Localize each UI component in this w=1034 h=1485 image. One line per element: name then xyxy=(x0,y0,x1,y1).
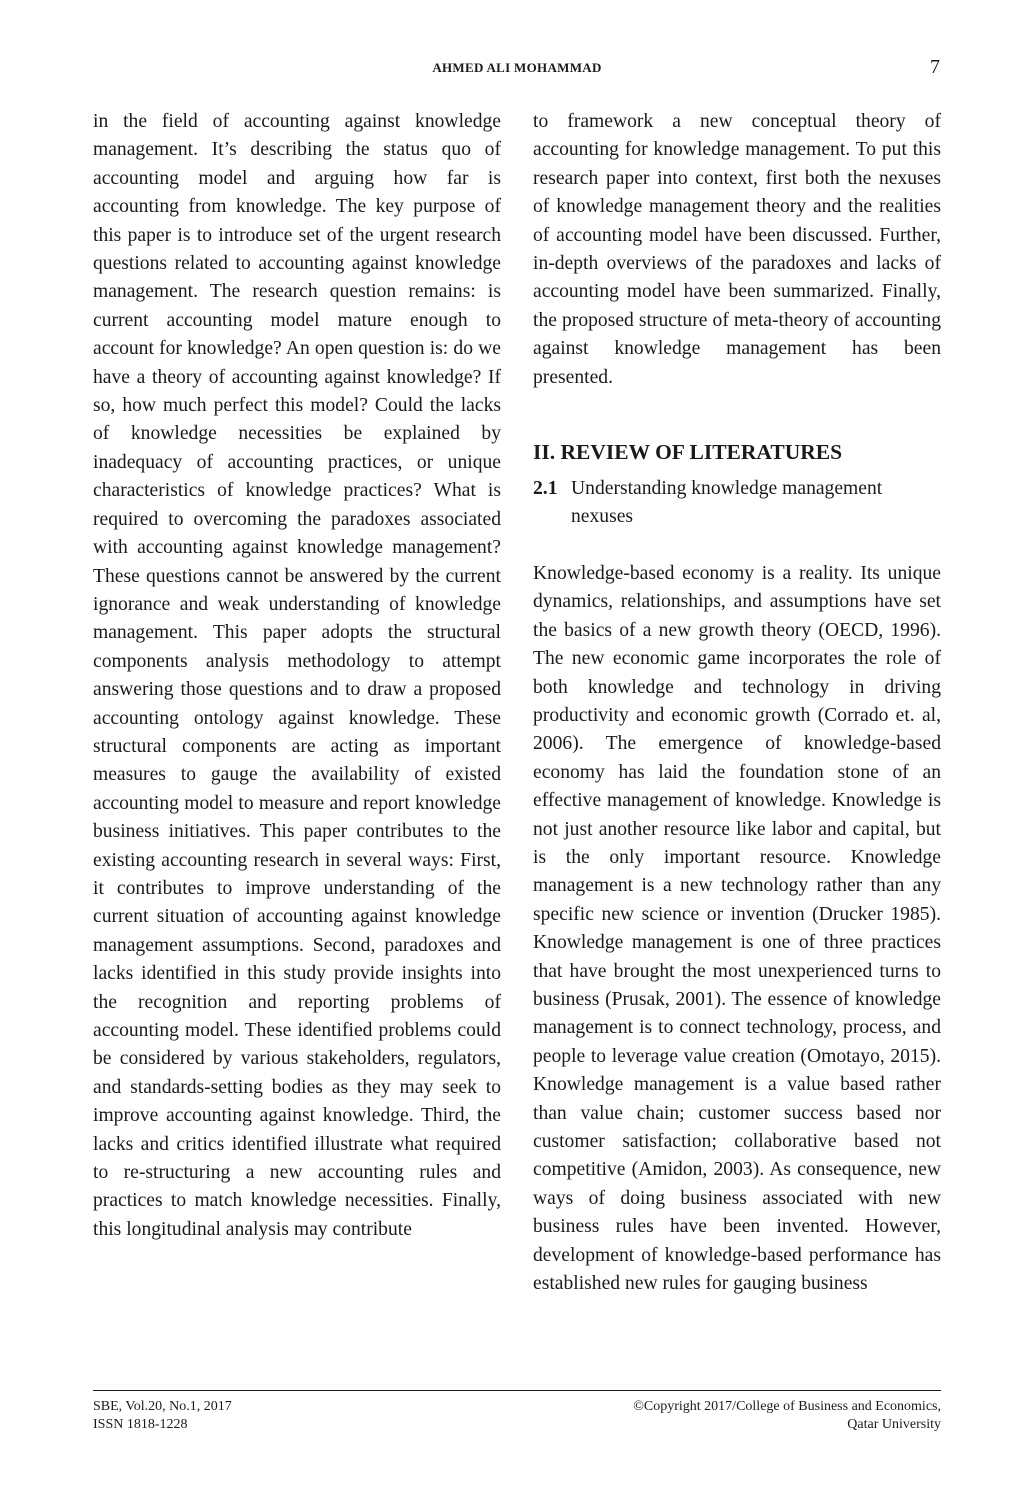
section-heading: II. REVIEW OF LITERATURES xyxy=(533,440,843,465)
footer-divider xyxy=(93,1390,941,1391)
footer-journal-info: SBE, Vol.20, No.1, 2017 xyxy=(93,1399,232,1414)
footer-right xyxy=(633,1398,941,1434)
right-column-paragraph-2: Knowledge-based economy is a reality. Its unique dynamics, relationships, and assumptions have set the basics of a new growth theory (OECD, 1996). The new economic game incorporates the role of both knowledge and technology in driving productivity and economic growth (Corrado et. al, 2006). The emergence of knowledge-based economy has laid the foundation stone of an effective management of knowledge. Knowledge is not just another resource like labor and capital, but is the only important resource. Knowledge management is a new technology rather than any specific new science or invention (Drucker 1985). Knowledge management is one of three practices that have brought the most unexperienced turns to business (Prusak, 2001). The essence of knowledge management is to connect technology, process, and people to leverage value creation (Omotayo, 2015). Knowledge management is a value based rather than value chain; customer success based nor customer satisfaction; collaborative based not competitive (Amidon, 2003). As consequence, new ways of doing business associated with new business rules have been invented. However, development of knowledge-based performance has established new rules for gauging business xyxy=(533,562,941,1295)
running-head: AHMED ALI MOHAMMAD xyxy=(432,60,602,75)
left-column-paragraph: in the field of accounting against knowledge management. It’s describing the status quo of accounting model and arguing how far is accounting from knowledge. The key purpose of this paper is to introduce set of the urgent research questions related to accounting against knowledge management. The research question remains: is current accounting model mature enough to account for knowledge? An open question is: do we have a theory of accounting against knowledge? If so, how much perfect this model? Could the lacks of knowledge necessities be explained by inadequacy of accounting practices, or unique characteristics of knowledge practices? What is required to overcoming the paradoxes associated with accounting against knowledge management? These questions cannot be answered by the current ignorance and weak understanding of knowledge management. This paper adopts the structural components analysis methodology to attempt answering those questions and to draw a proposed accounting ontology against knowledge. These structural components are acting as important measures to gauge the availability of existed accounting model to measure and report knowledge business initiatives. This paper contributes to the existing accounting research in several ways: First, it contributes to improve understanding of the current situation of accounting against knowledge management assumptions. Second, paradoxes and lacks identified in this study provide insights into the recognition and reporting problems of accounting model. These identified problems could be considered by various stakeholders, regulators, and standards-setting bodies as they may seek to improve accounting against knowledge. Third, the lacks and critics identified illustrate what required to re-structuring a new accounting rules and practices to match knowledge necessities. Finally, this longitudinal analysis may contribute xyxy=(93,111,501,1240)
subsection-number: 2.1 xyxy=(533,478,558,500)
footer-left xyxy=(93,1398,232,1434)
left-column xyxy=(93,108,501,1244)
subsection-title: Understanding knowledge management nexuses xyxy=(571,478,883,528)
page-number: 7 xyxy=(930,56,940,78)
footer-copyright: ©Copyright 2017/College of Business and Economics, xyxy=(633,1399,941,1414)
right-column xyxy=(533,108,941,1298)
subsection-heading xyxy=(533,475,941,532)
footer-university: Qatar University xyxy=(847,1417,941,1432)
footer-issn: ISSN 1818-1228 xyxy=(93,1417,188,1432)
right-column-paragraph-1: to framework a new conceptual theory of accounting for knowledge management. To put this research paper into context, first both the nexuses of knowledge management theory and the realities of accounting model have been discussed. Further, in-depth overviews of the paradoxes and lacks of accounting model have been summarized. Finally, the proposed structure of meta-theory of accounting against knowledge management has been presented. xyxy=(533,111,941,388)
